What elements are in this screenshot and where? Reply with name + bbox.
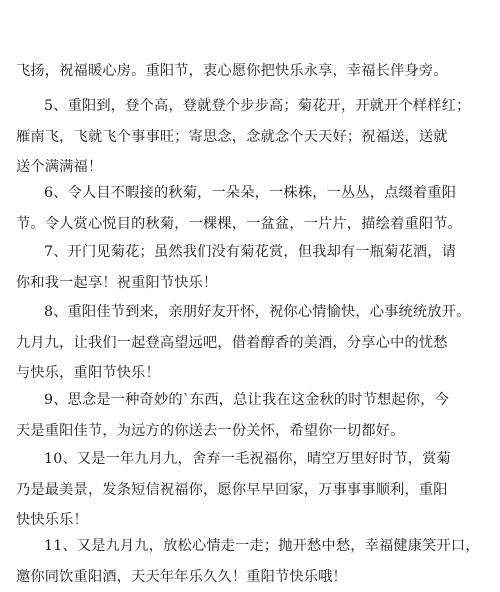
paragraph-4-continuation	[16, 56, 468, 87]
paragraph-line: 9、思念是一种奇妙的`东西，总让我在这金秋的时节想起你，今	[44, 392, 449, 408]
paragraph-line: 11、又是九月九，放松心情走一走；抛开愁中愁，幸福健康笑开口，	[44, 538, 480, 554]
paragraph-line: 8、重阳佳节到来，亲朋好友开怀，祝你心情愉快，心事统统放开。	[44, 304, 471, 320]
paragraph-11	[16, 531, 480, 592]
paragraph-line: 你和我一起享！祝重阳节快乐！	[16, 274, 218, 291]
paragraph-8	[16, 297, 471, 389]
paragraph-line: 5、重阳到，登个高，登就登个步步高；菊花开，开就开个样样红；	[44, 98, 471, 114]
paragraph-line: 节。令人赏心悦目的秋菊，一棵棵，一盆盆，一片片，描绘着重阳节。	[16, 215, 463, 232]
paragraph-line: 天是重阳佳节，为远方的你送去一份关怀，希望你一切都好。	[16, 422, 405, 439]
paragraph-line: 九月九，让我们一起登高望远吧，借着醇香的美酒，分享心中的忧愁	[16, 334, 448, 351]
paragraph-line: 飞扬，祝福暖心房。重阳节，衷心愿你把快乐永享，幸福长伴身旁。	[16, 63, 448, 79]
paragraph-line: 快快乐乐！	[16, 512, 88, 529]
paragraph-6	[16, 178, 468, 239]
paragraph-7	[16, 237, 468, 298]
paragraph-line: 7、开门见菊花；虽然我们没有菊花赏，但我却有一瓶菊花酒，请	[44, 244, 457, 260]
paragraph-line: 邀你同饮重阳酒，天天年年乐久久！重阳节快乐哦！	[16, 568, 347, 585]
paragraph-line: 与快乐，重阳节快乐！	[16, 365, 160, 382]
paragraph-5	[16, 91, 471, 183]
paragraph-line: 乃是最美景，发条短信祝福你，愿你早早回家，万事事事顺利，重阳	[16, 481, 448, 498]
paragraph-line: 6、令人目不暇接的秋菊，一朵朵，一株株，一丛丛，点缀着重阳	[44, 185, 457, 201]
paragraph-10	[16, 444, 468, 536]
paragraph-line: 雁南飞，飞就飞个事事旺；寄思念，念就念个天天好；祝福送，送就	[16, 128, 448, 145]
paragraph-line: 10、又是一年九月九，舍弃一毛祝福你，晴空万里好时节，赏菊	[44, 451, 451, 467]
paragraph-9	[16, 385, 468, 446]
paragraph-line: 送个满满福！	[16, 159, 103, 176]
